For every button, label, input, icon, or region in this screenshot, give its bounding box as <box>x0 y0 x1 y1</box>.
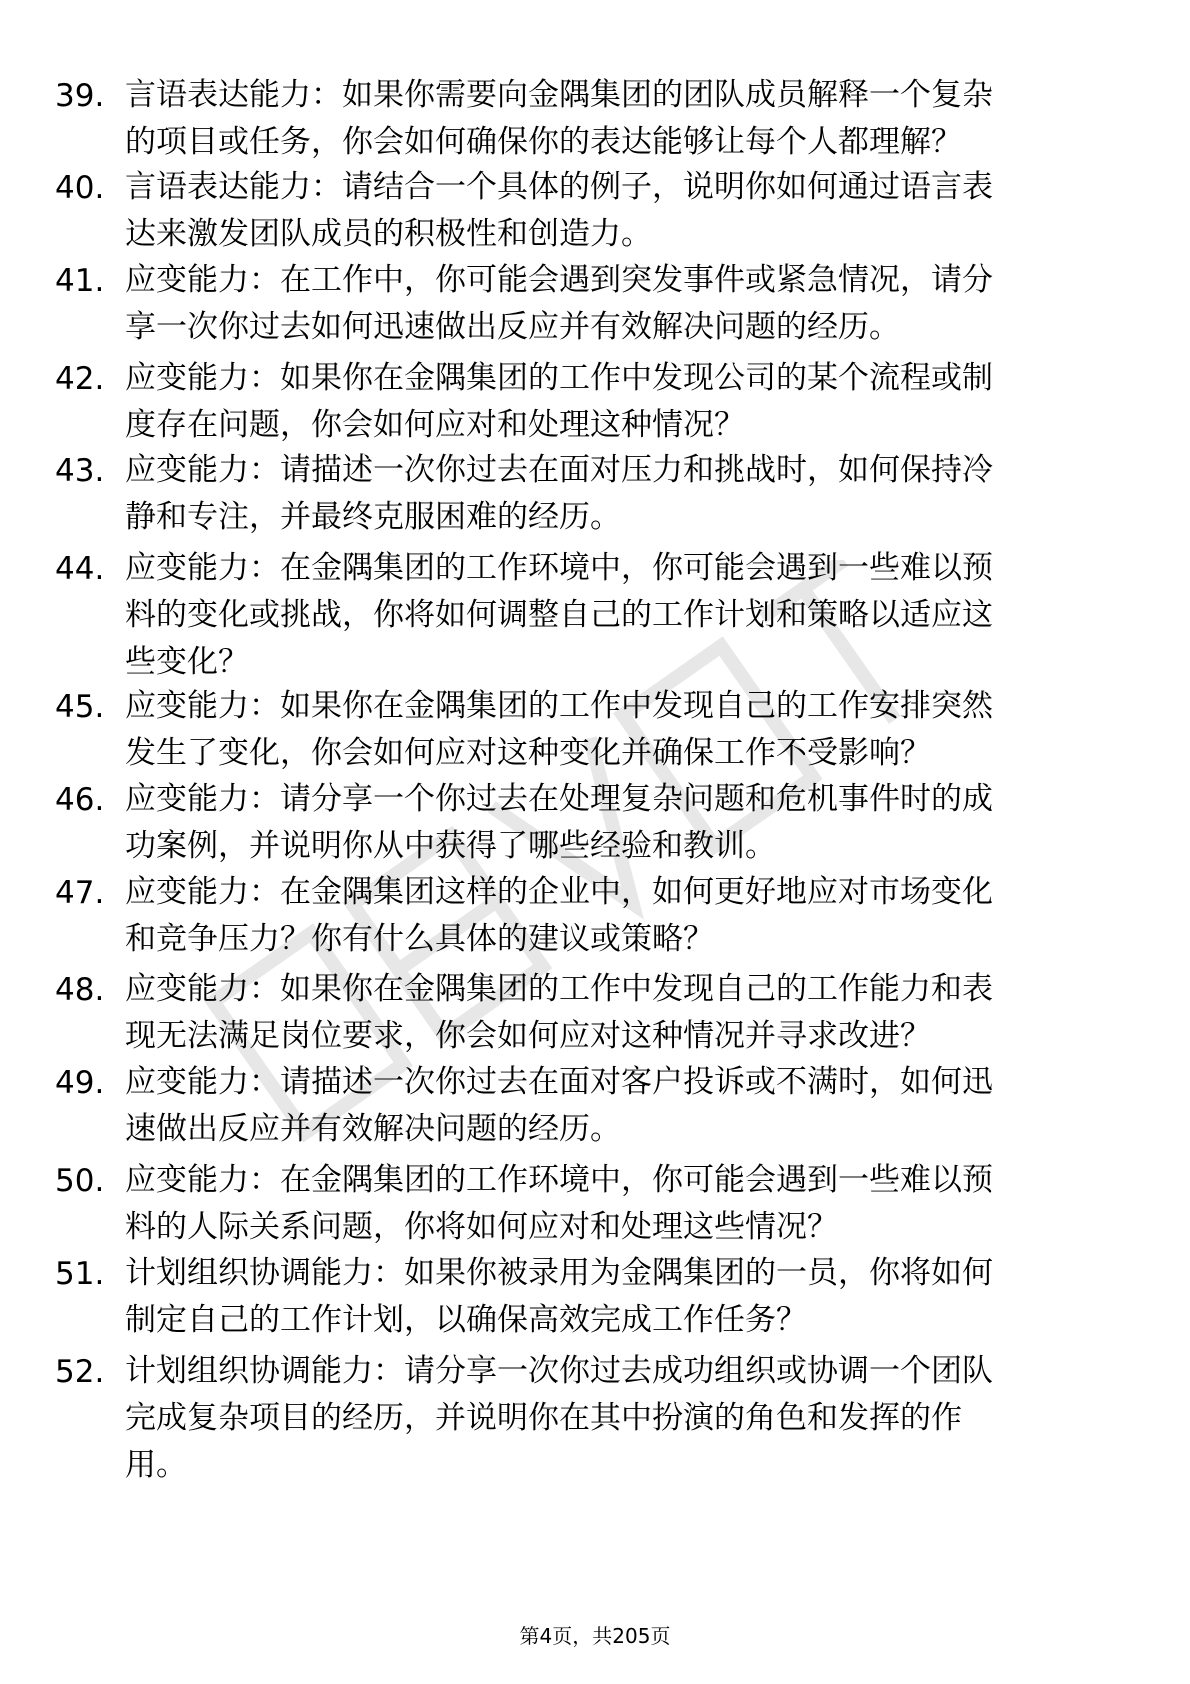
question-number: 45. <box>55 689 105 725</box>
question-number: 52. <box>55 1354 105 1390</box>
question-item-49 <box>55 1059 1115 1169</box>
question-item-44 <box>55 545 1115 680</box>
question-text: 应变能力：请描述一次你过去在面对压力和挑战时，如何保持冷 静和专注，并最终克服困难的经历。 <box>125 452 993 535</box>
question-number: 50. <box>55 1163 105 1199</box>
question-number: 46. <box>55 782 105 818</box>
page-number-label: 第4页，共205页 <box>519 1624 671 1648</box>
question-text: 计划组织协调能力：如果你被录用为金隅集团的一员，你将如何 制定自己的工作计划，以确保高效完成工作任务？ <box>125 1255 993 1338</box>
question-number: 42. <box>55 361 105 397</box>
question-text: 应变能力：在工作中，你可能会遇到突发事件或紧急情况，请分 享一次你过去如何迅速做出反应并有效解决问题的经历。 <box>125 262 993 345</box>
question-text: 应变能力：在金隅集团的工作环境中，你可能会遇到一些难以预 料的变化或挑战，你将如何调整自己的工作计划和策略以适应这 些变化？ <box>125 550 993 680</box>
question-text: 应变能力：请分享一个你过去在处理复杂问题和危机事件时的成 功案例，并说明你从中获得了哪些经验和教训。 <box>125 781 993 864</box>
question-text: 应变能力：如果你在金隅集团的工作中发现自己的工作能力和表 现无法满足岗位要求，你会如何应对这种情况并寻求改进？ <box>125 971 993 1054</box>
question-item-47 <box>55 869 1115 979</box>
question-item-51 <box>55 1250 1115 1360</box>
question-item-41 <box>55 257 1115 367</box>
question-text: 应变能力：在金隅集团的工作环境中，你可能会遇到一些难以预 料的人际关系问题，你将如何应对和处理这些情况？ <box>125 1162 993 1245</box>
page-footer <box>0 1622 1190 1650</box>
question-text: 言语表达能力：如果你需要向金隅集团的团队成员解释一个复杂 的项目或任务，你会如何确保你的表达能够让每个人都理解？ <box>125 77 993 160</box>
question-number: 51. <box>55 1256 105 1292</box>
question-text: 应变能力：请描述一次你过去在面对客户投诉或不满时，如何迅 速做出反应并有效解决问题的经历。 <box>125 1064 993 1147</box>
question-text: 言语表达能力：请结合一个具体的例子，说明你如何通过语言表 达来激发团队成员的积极性和创造力。 <box>125 169 993 252</box>
question-number: 47. <box>55 875 105 911</box>
question-text: 计划组织协调能力：请分享一次你过去成功组织或协调一个团队 完成复杂项目的经历，并说明你在其中扮演的角色和发挥的作 用。 <box>125 1353 993 1483</box>
question-text: 应变能力：如果你在金隅集团的工作中发现自己的工作安排突然 发生了变化，你会如何应对这种变化并确保工作不受影响？ <box>125 688 993 771</box>
question-text: 应变能力：如果你在金隅集团的工作中发现公司的某个流程或制 度存在问题，你会如何应对和处理这种情况？ <box>125 360 993 443</box>
question-text: 应变能力：在金隅集团这样的企业中，如何更好地应对市场变化 和竞争压力？你有什么具体的建议或策略？ <box>125 874 993 957</box>
question-number: 49. <box>55 1065 105 1101</box>
question-number: 48. <box>55 972 105 1008</box>
question-item-52 <box>55 1348 1115 1483</box>
question-number: 44. <box>55 551 105 587</box>
question-number: 41. <box>55 263 105 299</box>
question-number: 40. <box>55 170 105 206</box>
question-item-43 <box>55 447 1115 557</box>
question-number: 43. <box>55 453 105 489</box>
question-number: 39. <box>55 78 105 114</box>
